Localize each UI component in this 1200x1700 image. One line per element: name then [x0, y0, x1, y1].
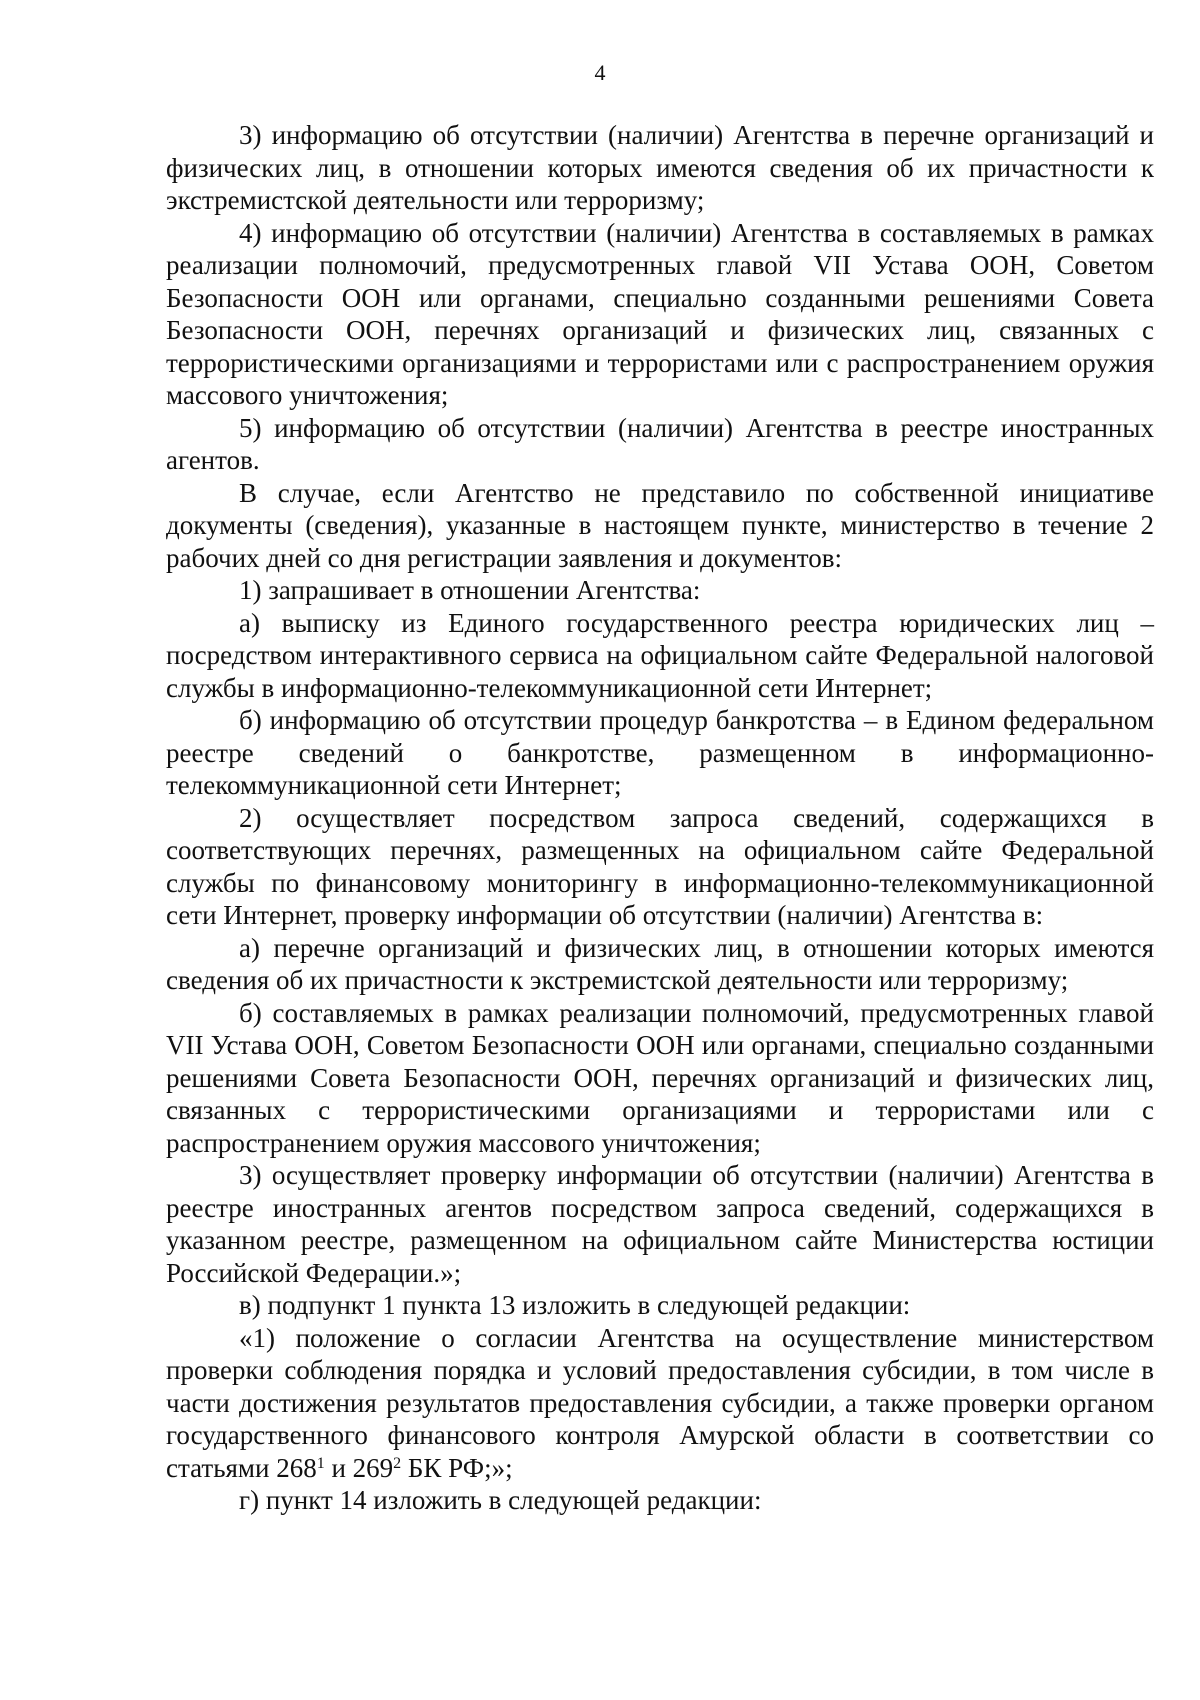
paragraph-item-4: 4) информацию об отсутствии (наличии) Агентства в составляемых в рамках реализации полномочий, предусмотренных главой VII Устава ООН, Советом Безопасности ООН или органами, специально созданными решениями Совета Безопасности ООН, перечнях организаций и физических лиц, связанных с террористическими организациями и террористами или с распространением оружия массового уничтожения;	[166, 217, 1154, 410]
new-subparagraph-text-3: БК РФ;»;	[401, 1452, 513, 1483]
paragraph-check-rosfinmonitoring: 2) осуществляет посредством запроса сведений, содержащихся в соответствующих перечнях, размещенных на официальном сайте Федеральной службы по финансовому мониторингу в информационно-телекоммуникационной сети Интернет, проверку информации об отсутствии (наличии) Агентства в:	[166, 802, 1154, 930]
paragraph-if-not-provided: В случае, если Агентство не представило по собственной инициативе документы (сведения), указанные в настоящем пункте, министерство в течение 2 рабочих дней со дня регистрации заявления и документов:	[166, 477, 1154, 573]
superscript-2: 2	[393, 1454, 402, 1472]
new-subparagraph-text-2: и 269	[324, 1452, 394, 1483]
superscript-1: 1	[316, 1454, 325, 1472]
paragraph-check-a: а) перечне организаций и физических лиц, в отношении которых имеются сведения об их причастности к экстремистской деятельности или терроризму;	[166, 932, 1154, 995]
page-number: 4	[594, 60, 606, 85]
new-subparagraph-text-1: «1) положение о согласии Агентства на осуществление министерством проверки соблюдения порядка и условий предоставления субсидии, в том числе в части достижения результатов предоставления субсидии, а также проверки органом государственного финансового контроля Амурской области в соответствии со статьями 268	[166, 1322, 1154, 1483]
paragraph-request-b: б) информацию об отсутствии процедур банкротства – в Едином федеральном реестре сведений о банкротстве, размещенном в информационно-телекоммуникационной сети Интернет;	[166, 705, 1154, 800]
paragraph-check-b: б) составляемых в рамках реализации полномочий, предусмотренных главой VII Устава ООН, Советом Безопасности ООН или органами, специально созданными решениями Совета Безопасности ООН, перечнях организаций и физических лиц, связанных с террористическими организациями и террористами или с распространением оружия массового уничтожения;	[166, 997, 1154, 1158]
document-body	[166, 119, 1154, 1517]
paragraph-check-foreign-agents: 3) осуществляет проверку информации об отсутствии (наличии) Агентства в реестре иностранных агентов посредством запроса сведений, содержащихся в указанном реестре, размещенном на официальном сайте Министерства юстиции Российской Федерации.»;	[166, 1160, 1154, 1288]
paragraph-item-5: 5) информацию об отсутствии (наличии) Агентства в реестре иностранных агентов.	[166, 412, 1154, 475]
paragraph-amend-14: г) пункт 14 изложить в следующей редакции:	[239, 1485, 762, 1515]
paragraph-new-subparagraph-1	[166, 1322, 1154, 1485]
paragraph-item-3: 3) информацию об отсутствии (наличии) Агентства в перечне организаций и физических лиц, в отношении которых имеются сведения об их причастности к экстремистской деятельности или терроризму;	[166, 120, 1154, 215]
paragraph-request-a: а) выписку из Единого государственного реестра юридических лиц – посредством интерактивного сервиса на официальном сайте Федеральной налоговой службы в информационно-телекоммуникационной сети Интернет;	[166, 607, 1154, 703]
paragraph-requests: 1) запрашивает в отношении Агентства:	[239, 575, 701, 605]
paragraph-amend-13: в) подпункт 1 пункта 13 изложить в следующей редакции:	[239, 1290, 911, 1320]
